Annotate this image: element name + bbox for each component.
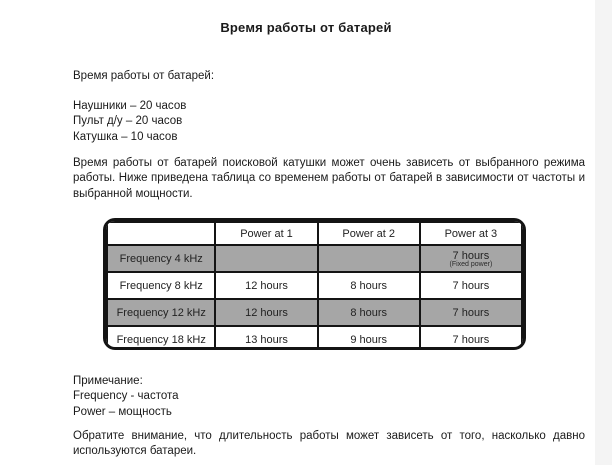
hours-cell: 7 hours (420, 272, 522, 299)
hours-cell (215, 245, 317, 272)
page-title: Время работы от батарей (220, 20, 392, 35)
hours-cell: 9 hours (318, 326, 420, 350)
table-header-power3: Power at 3 (420, 222, 522, 245)
table-header-row (107, 222, 522, 245)
hours-cell: 8 hours (318, 299, 420, 326)
table-header-power2: Power at 2 (318, 222, 420, 245)
frequency-label-cell: Frequency 8 kHz (107, 272, 215, 299)
note-line-frequency: Frequency - частота (73, 390, 179, 403)
hours-cell: 8 hours (318, 272, 420, 299)
table-row (107, 326, 522, 350)
list-item-headphones: Наушники – 20 часов (73, 100, 187, 112)
table-header-empty (107, 222, 215, 245)
hours-cell: 12 hours (215, 272, 317, 299)
paragraph-modes: Время работы от батарей поисковой катушки может очень зависеть от выбранного режима работы. Ниже приведена таблица со временем работы от батарей в зависимости от частоты и выбранной мощности. (73, 157, 585, 200)
hours-value: 7 hours (452, 249, 490, 262)
hours-cell: 12 hours (215, 299, 317, 326)
table-row (107, 272, 522, 299)
note-line-power: Power – мощность (73, 405, 172, 418)
note-heading: Примечание: (73, 375, 143, 387)
hours-cell: 13 hours (215, 326, 317, 350)
frequency-label-cell: Frequency 18 kHz (107, 326, 215, 350)
table-header-power1: Power at 1 (215, 222, 317, 245)
notes-block (73, 374, 585, 420)
intro-label: Время работы от батарей: (73, 70, 215, 82)
paragraph-attention: Обратите внимание, что длительность работы может зависеть от того, насколько давно используются батареи. (73, 430, 585, 458)
fixed-power-note: (Fixed power) (449, 260, 493, 268)
battery-life-list (73, 99, 585, 145)
table-row (107, 299, 522, 326)
hours-cell (420, 245, 522, 272)
frequency-label-cell: Frequency 12 kHz (107, 299, 215, 326)
list-item-remote: Пульт д/у – 20 часов (73, 115, 183, 128)
list-item-coil: Катушка – 10 часов (73, 130, 178, 143)
hours-cell: 7 hours (420, 299, 522, 326)
hours-cell (318, 245, 420, 272)
battery-table (103, 218, 526, 350)
page-right-edge (595, 0, 612, 465)
hours-cell: 7 hours (420, 326, 522, 350)
frequency-label-cell: Frequency 4 kHz (107, 245, 215, 272)
table-row (107, 245, 522, 272)
